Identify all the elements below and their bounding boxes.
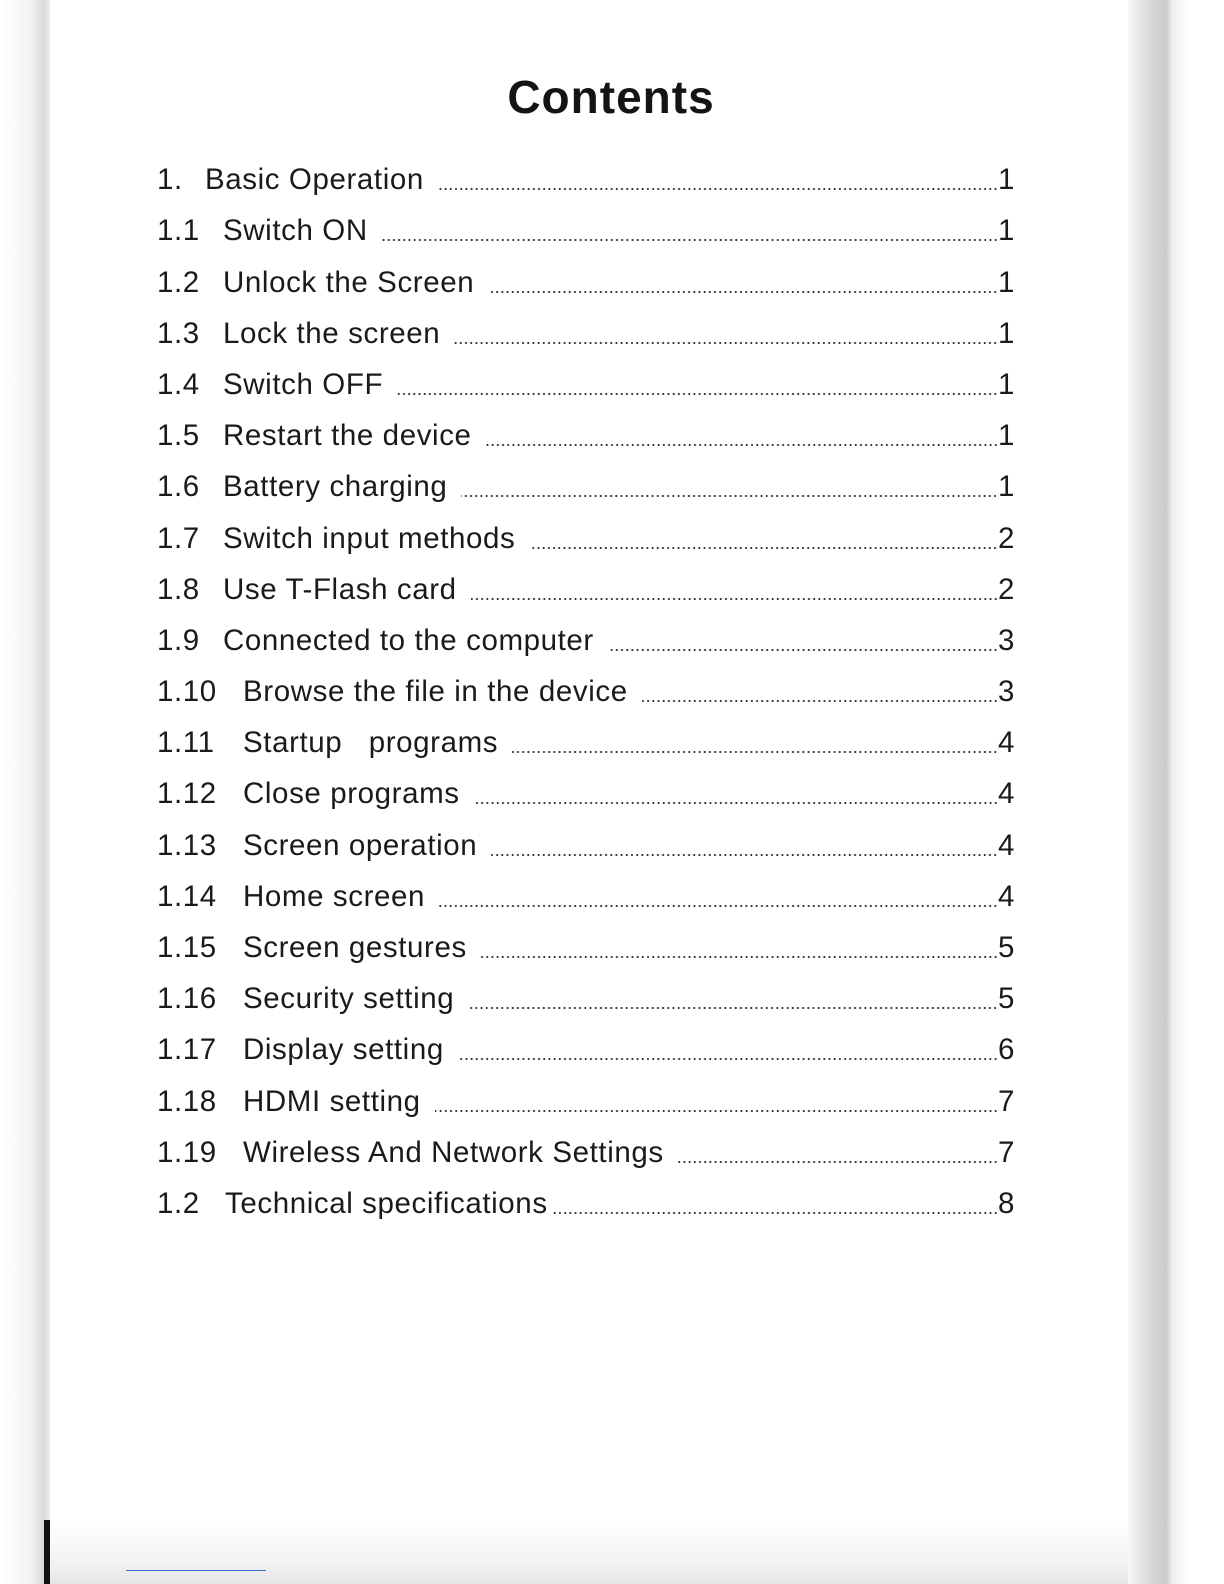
toc-entry-number: 1.11 bbox=[157, 726, 215, 760]
toc-entry-page: 5 bbox=[997, 982, 1015, 1016]
toc-entry-title: Technical specifications bbox=[225, 1186, 548, 1220]
toc-entry[interactable] bbox=[157, 300, 1015, 351]
toc-entry[interactable] bbox=[157, 146, 1015, 197]
toc-dot-leader bbox=[552, 1212, 998, 1214]
toc-entry-page: 5 bbox=[997, 931, 1015, 964]
toc-entry-number: 1.2 bbox=[157, 1186, 200, 1220]
toc-entry-number: 1.6 bbox=[157, 470, 200, 504]
toc-dot-leader bbox=[608, 649, 998, 651]
toc-dot-leader bbox=[397, 393, 998, 395]
toc-entry[interactable] bbox=[157, 504, 1015, 555]
toc-dot-leader bbox=[435, 1110, 998, 1112]
page-edge-shadow-bottom bbox=[50, 1520, 1128, 1584]
toc-entry[interactable] bbox=[157, 607, 1015, 658]
footer-rule bbox=[126, 1570, 266, 1571]
toc-entry[interactable] bbox=[157, 556, 1015, 607]
toc-entry-number: 1.16 bbox=[157, 982, 217, 1016]
toc-entry[interactable] bbox=[157, 1067, 1015, 1118]
toc-entry-title: HDMI setting bbox=[243, 1084, 421, 1118]
toc-entry-page: 4 bbox=[997, 828, 1015, 862]
toc-entry[interactable] bbox=[157, 248, 1015, 299]
toc-entry-page: 8 bbox=[997, 1186, 1015, 1220]
toc-entry-title: Battery charging bbox=[223, 470, 448, 504]
toc-entry-title: Browse the file in the device bbox=[243, 675, 628, 709]
toc-entry[interactable] bbox=[157, 914, 1015, 965]
toc-entry-title: Display setting bbox=[243, 1033, 444, 1067]
toc-entry-title: Startup programs bbox=[243, 726, 499, 760]
toc-entry-number: 1.7 bbox=[157, 521, 200, 555]
toc-entry[interactable] bbox=[157, 453, 1015, 504]
toc-entry-number: 1.13 bbox=[157, 828, 217, 862]
toc-entry-page: 3 bbox=[997, 675, 1015, 709]
toc-dot-leader bbox=[488, 291, 998, 293]
toc-dot-leader bbox=[486, 444, 998, 446]
toc-entry-page: 4 bbox=[997, 777, 1015, 811]
toc-entry-page: 2 bbox=[997, 572, 1015, 606]
toc-entry-number: 1.17 bbox=[157, 1033, 217, 1067]
toc-entry-number: 1.2 bbox=[157, 265, 200, 299]
toc-entry-title: Switch OFF bbox=[223, 367, 384, 401]
toc-entry-title: Basic Operation bbox=[205, 163, 424, 197]
toc-entry-title: Connected to the computer bbox=[223, 623, 594, 657]
toc-entry-title: Use T-Flash card bbox=[223, 572, 457, 606]
toc-entry-page: 6 bbox=[997, 1033, 1015, 1067]
toc-dot-leader bbox=[529, 547, 998, 549]
toc-dot-leader bbox=[642, 700, 998, 702]
toc-entry-page: 1 bbox=[997, 214, 1015, 248]
toc-dot-leader bbox=[458, 1058, 998, 1060]
toc-entry-number: 1.19 bbox=[157, 1135, 217, 1169]
toc-dot-leader bbox=[474, 802, 998, 804]
toc-entry-page: 1 bbox=[997, 265, 1015, 299]
toc-entry-title: Lock the screen bbox=[223, 316, 441, 350]
toc-entry-number: 1.5 bbox=[157, 419, 200, 453]
toc-entry-number: 1.4 bbox=[157, 367, 200, 401]
toc-dot-leader bbox=[438, 188, 998, 190]
toc-entry[interactable] bbox=[157, 811, 1015, 862]
toc-dot-leader bbox=[439, 905, 998, 907]
toc-entry-title: Restart the device bbox=[223, 419, 472, 453]
toc-entry[interactable] bbox=[157, 1170, 1015, 1221]
toc-entry[interactable] bbox=[157, 1119, 1015, 1170]
toc-entry-title: Security setting bbox=[243, 982, 455, 1016]
toc-entry[interactable] bbox=[157, 709, 1015, 760]
toc-entry[interactable] bbox=[157, 658, 1015, 709]
toc-entry-title: Close programs bbox=[243, 777, 460, 811]
toc-entry[interactable] bbox=[157, 1016, 1015, 1067]
toc-entry-number: 1.3 bbox=[157, 316, 200, 350]
toc-entry-title: Screen gestures bbox=[243, 931, 467, 964]
toc-entry-page: 4 bbox=[997, 726, 1015, 760]
toc-entry-title: Home screen bbox=[243, 879, 426, 913]
toc-entry-title: Switch ON bbox=[223, 214, 368, 248]
toc-dot-leader bbox=[468, 1007, 998, 1009]
page-title-text: Contents bbox=[507, 71, 715, 123]
toc-entry-number: 1.10 bbox=[157, 675, 217, 709]
toc-dot-leader bbox=[471, 598, 998, 600]
toc-entry[interactable] bbox=[157, 402, 1015, 453]
toc-entry-page: 1 bbox=[997, 163, 1015, 197]
toc-entry-number: 1.12 bbox=[157, 777, 217, 811]
toc-entry-page: 3 bbox=[997, 623, 1015, 657]
toc-entry-title: Switch input methods bbox=[223, 521, 516, 555]
toc-entry-number: 1.9 bbox=[157, 623, 200, 657]
toc-entry-page: 1 bbox=[997, 367, 1015, 401]
toc-entry-title: Wireless And Network Settings bbox=[243, 1135, 664, 1169]
toc-entry[interactable] bbox=[157, 760, 1015, 811]
toc-entry-number: 1.18 bbox=[157, 1084, 217, 1118]
page-title bbox=[0, 70, 1224, 124]
toc-entry-number: 1.8 bbox=[157, 572, 200, 606]
toc-entry-page: 7 bbox=[997, 1084, 1015, 1118]
toc-entry-number: 1. bbox=[157, 163, 183, 197]
page-edge-shadow-right bbox=[1128, 0, 1224, 1584]
toc-dot-leader bbox=[512, 751, 998, 753]
toc-entry-title: Unlock the Screen bbox=[223, 265, 475, 299]
binding-shadow-left bbox=[0, 0, 50, 1584]
toc-entry-page: 4 bbox=[997, 879, 1015, 913]
toc-entry-number: 1.14 bbox=[157, 879, 217, 913]
toc-entry-number: 1.1 bbox=[157, 214, 200, 248]
toc-entry-page: 1 bbox=[997, 316, 1015, 350]
toc-entry-page: 1 bbox=[997, 419, 1015, 453]
toc-entry-page: 1 bbox=[997, 470, 1015, 504]
toc-dot-leader bbox=[491, 854, 998, 856]
table-of-contents bbox=[157, 146, 1015, 1221]
toc-entry-page: 7 bbox=[997, 1135, 1015, 1169]
toc-entry-title: Screen operation bbox=[243, 828, 478, 862]
toc-dot-leader bbox=[454, 342, 998, 344]
toc-dot-leader bbox=[461, 495, 998, 497]
toc-entry-number: 1.15 bbox=[157, 931, 217, 964]
toc-entry-page: 2 bbox=[997, 521, 1015, 555]
toc-dot-leader bbox=[678, 1161, 998, 1163]
toc-dot-leader bbox=[382, 239, 998, 241]
toc-entry[interactable] bbox=[157, 965, 1015, 1016]
toc-entry[interactable] bbox=[157, 197, 1015, 248]
toc-entry[interactable] bbox=[157, 863, 1015, 914]
toc-entry[interactable] bbox=[157, 351, 1015, 402]
toc-dot-leader bbox=[481, 956, 998, 958]
